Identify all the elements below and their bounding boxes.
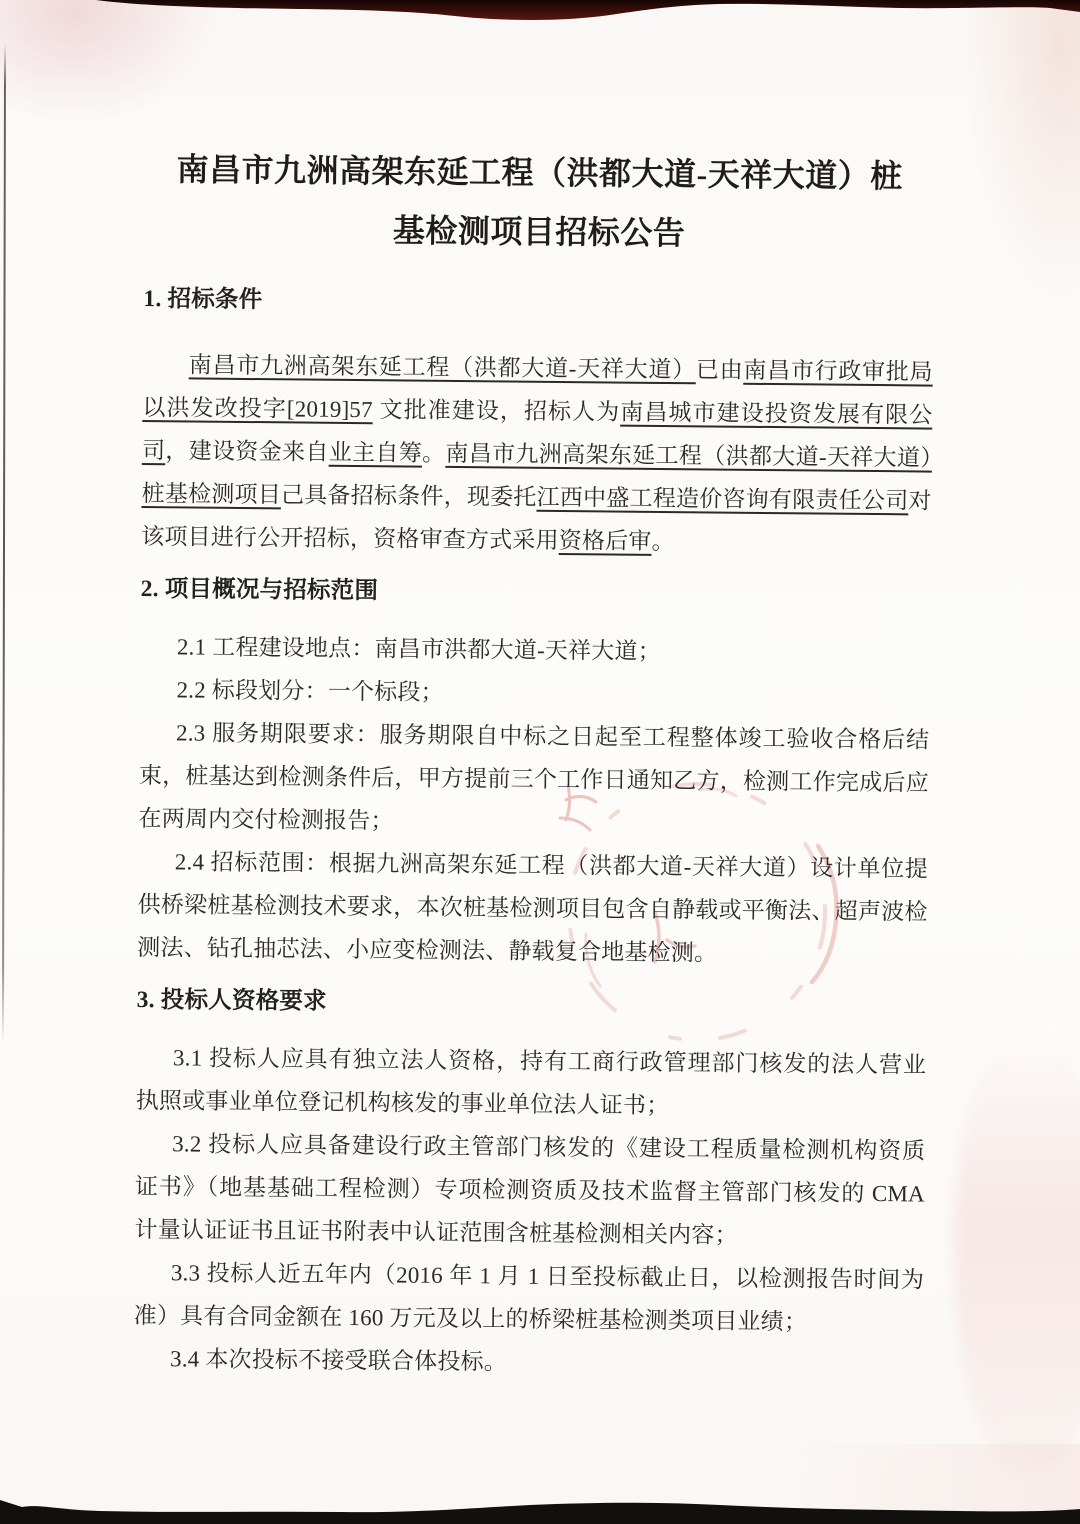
scan-edge-top xyxy=(96,0,1080,20)
text-segment: 2.3 服务期限要求：服务期限自中标之日起至工程整体竣工验收合格后结束，桩基达到检测条件后，甲方提前三个工作日通知乙方，检测工作完成后应在两周内交付检测报告； xyxy=(138,720,930,834)
section-heading: 1. 招标条件 xyxy=(143,285,263,314)
text-segment: 3.4 本次投标不接受联合体投标。 xyxy=(169,1346,508,1375)
paragraph xyxy=(140,668,930,719)
document-title-line1: 南昌市九洲高架东延工程（洪都大道-天祥大道）桩 xyxy=(176,151,903,195)
underlined-text: 南昌城市建设投资发展有限公司 xyxy=(141,399,933,464)
document-body xyxy=(133,278,934,1388)
paragraph xyxy=(136,1036,927,1130)
paragraph xyxy=(137,840,928,977)
scan-smudge-bottomright xyxy=(760,1444,1080,1514)
text-segment: 已由 xyxy=(695,357,744,383)
paragraph xyxy=(134,1251,925,1345)
underlined-text: 南昌市九洲高架东延工程（洪都大道-天祥大道）桩基检测项目 xyxy=(141,440,933,508)
text-segment: 2.1 工程建设地点：南昌市洪都大道-天祥大道； xyxy=(176,634,661,664)
paragraph xyxy=(141,343,933,566)
text-segment: 2.2 标段划分：一个标段； xyxy=(176,677,444,705)
underlined-text: 南昌市九洲高架东延工程（洪都大道-天祥大道） xyxy=(188,352,697,383)
text-segment: 3.2 投标人应具备建设行政主管部门核发的《建设工程质量检测机构资质证书》（地基基础工程检测）专项检测资质及技术监督主管部门核发的 CMA 计量认证证书且证书附表中认证范围含桩基检测相关内容； xyxy=(134,1131,926,1248)
text-segment: 3.1 投标人应具有独立法人资格，持有工商行政管理部门核发的法人营业执照或事业单位登记机构核发的事业单位法人证书； xyxy=(135,1045,927,1119)
text-segment: 。 xyxy=(651,528,675,555)
text-segment: 己具备招标条件，现委托 xyxy=(280,482,537,510)
scan-smudge-topleft xyxy=(0,0,220,125)
text-segment: 对该项目进行公开招标，资格审查方式采用 xyxy=(141,488,932,553)
document-title xyxy=(144,140,935,266)
paragraph xyxy=(138,711,929,848)
underlined-text: 业主自筹 xyxy=(328,439,423,466)
scan-smudge-right xyxy=(955,1030,1080,1470)
scan-edge-bottom xyxy=(0,1500,1080,1524)
text-segment: 3.3 投标人近五年内（2016 年 1 月 1 日至投标截止日，以检测报告时间为准）具有合同金额在 160 万元及以上的桥梁桩基检测类项目业绩； xyxy=(133,1260,925,1335)
text-segment: 。 xyxy=(422,440,446,466)
paragraph xyxy=(140,625,930,676)
text-segment: 2.4 招标范围：根据九洲高架东延工程（洪都大道-天祥大道）设计单位提供桥梁桩基检测技术要求，本次桩基检测项目包含自静载或平衡法、超声波检测法、钻孔抽芯法、小应变检测法、静载复合地基检测。 xyxy=(137,849,929,966)
underlined-text: 江西中盛工程造价咨询有限责任公司 xyxy=(536,484,909,514)
scan-paper-edge-left xyxy=(2,44,6,1044)
section-heading: 2. 项目概况与招标范围 xyxy=(140,575,379,605)
paragraph xyxy=(134,1122,925,1259)
scan-smudge-topright xyxy=(965,0,1080,305)
text-segment: ，建设资金来自 xyxy=(165,438,329,465)
section-heading: 3. 投标人资格要求 xyxy=(136,986,327,1015)
text-segment: 文批准建设，招标人为 xyxy=(372,397,621,425)
underlined-text: 资格后审 xyxy=(558,527,652,554)
paragraph xyxy=(133,1337,923,1388)
document-content xyxy=(133,140,935,1388)
document-title-line2: 基检测项目招标公告 xyxy=(392,212,686,252)
underlined-text: 南昌市行政审批局以洪发改投字[2019]57 xyxy=(142,357,933,423)
